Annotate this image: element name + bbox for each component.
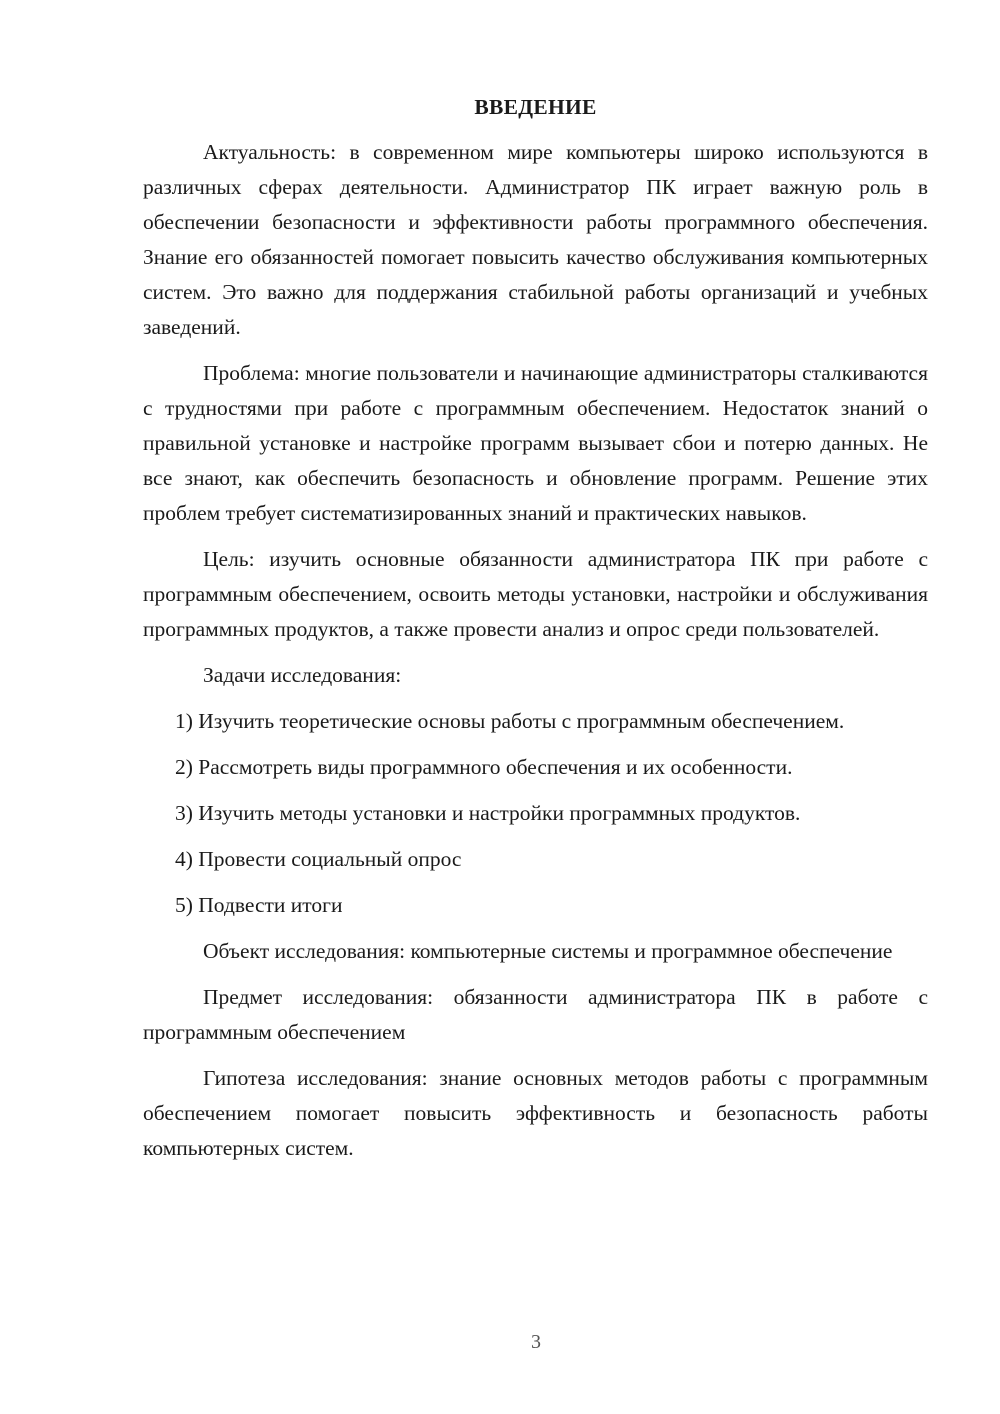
relevance-paragraph: Актуальность: в современном мире компьютеры широко используются в различных сферах деятельности. Администратор ПК играет важную роль в обеспечении безопасности и эффективности работы программного обеспечения. Знание его обязанностей помогает повысить качество обслуживания компьютерных систем. Это важно для поддержания стабильной работы организаций и учебных заведений. — [143, 140, 928, 339]
page-content — [143, 90, 928, 1177]
hypothesis-paragraph: Гипотеза исследования: знание основных методов работы с программным обеспечением помогает повысить эффективность и безопасность работы компьютерных систем. — [143, 1066, 928, 1160]
task-item: 2) Рассмотреть виды программного обеспечения и их особенности. — [175, 755, 793, 779]
subject-paragraph: Предмет исследования: обязанности администратора ПК в работе с программным обеспечением — [143, 985, 928, 1044]
task-item: 4) Провести социальный опрос — [175, 847, 462, 871]
page-number: 3 — [531, 1331, 541, 1353]
problem-paragraph: Проблема: многие пользователи и начинающие администраторы сталкиваются с трудностями при работе с программным обеспечением. Недостаток знаний о правильной установке и настройке программ вызывает сбои и потерю данных. Не все знают, как обеспечить безопасность и обновление программ. Решение этих проблем требует систематизированных знаний и практических навыков. — [143, 361, 928, 525]
object-paragraph: Объект исследования: компьютерные системы и программное обеспечение — [203, 939, 893, 963]
tasks-heading: Задачи исследования: — [203, 663, 402, 687]
task-item: 3) Изучить методы установки и настройки программных продуктов. — [175, 801, 801, 825]
task-item: 5) Подвести итоги — [175, 893, 343, 917]
page-title: ВВЕДЕНИЕ — [474, 95, 597, 119]
goal-paragraph: Цель: изучить основные обязанности администратора ПК при работе с программным обеспечением, освоить методы установки, настройки и обслуживания программных продуктов, а также провести анализ и опрос среди пользователей. — [143, 547, 928, 641]
task-item: 1) Изучить теоретические основы работы с программным обеспечением. — [175, 709, 845, 733]
